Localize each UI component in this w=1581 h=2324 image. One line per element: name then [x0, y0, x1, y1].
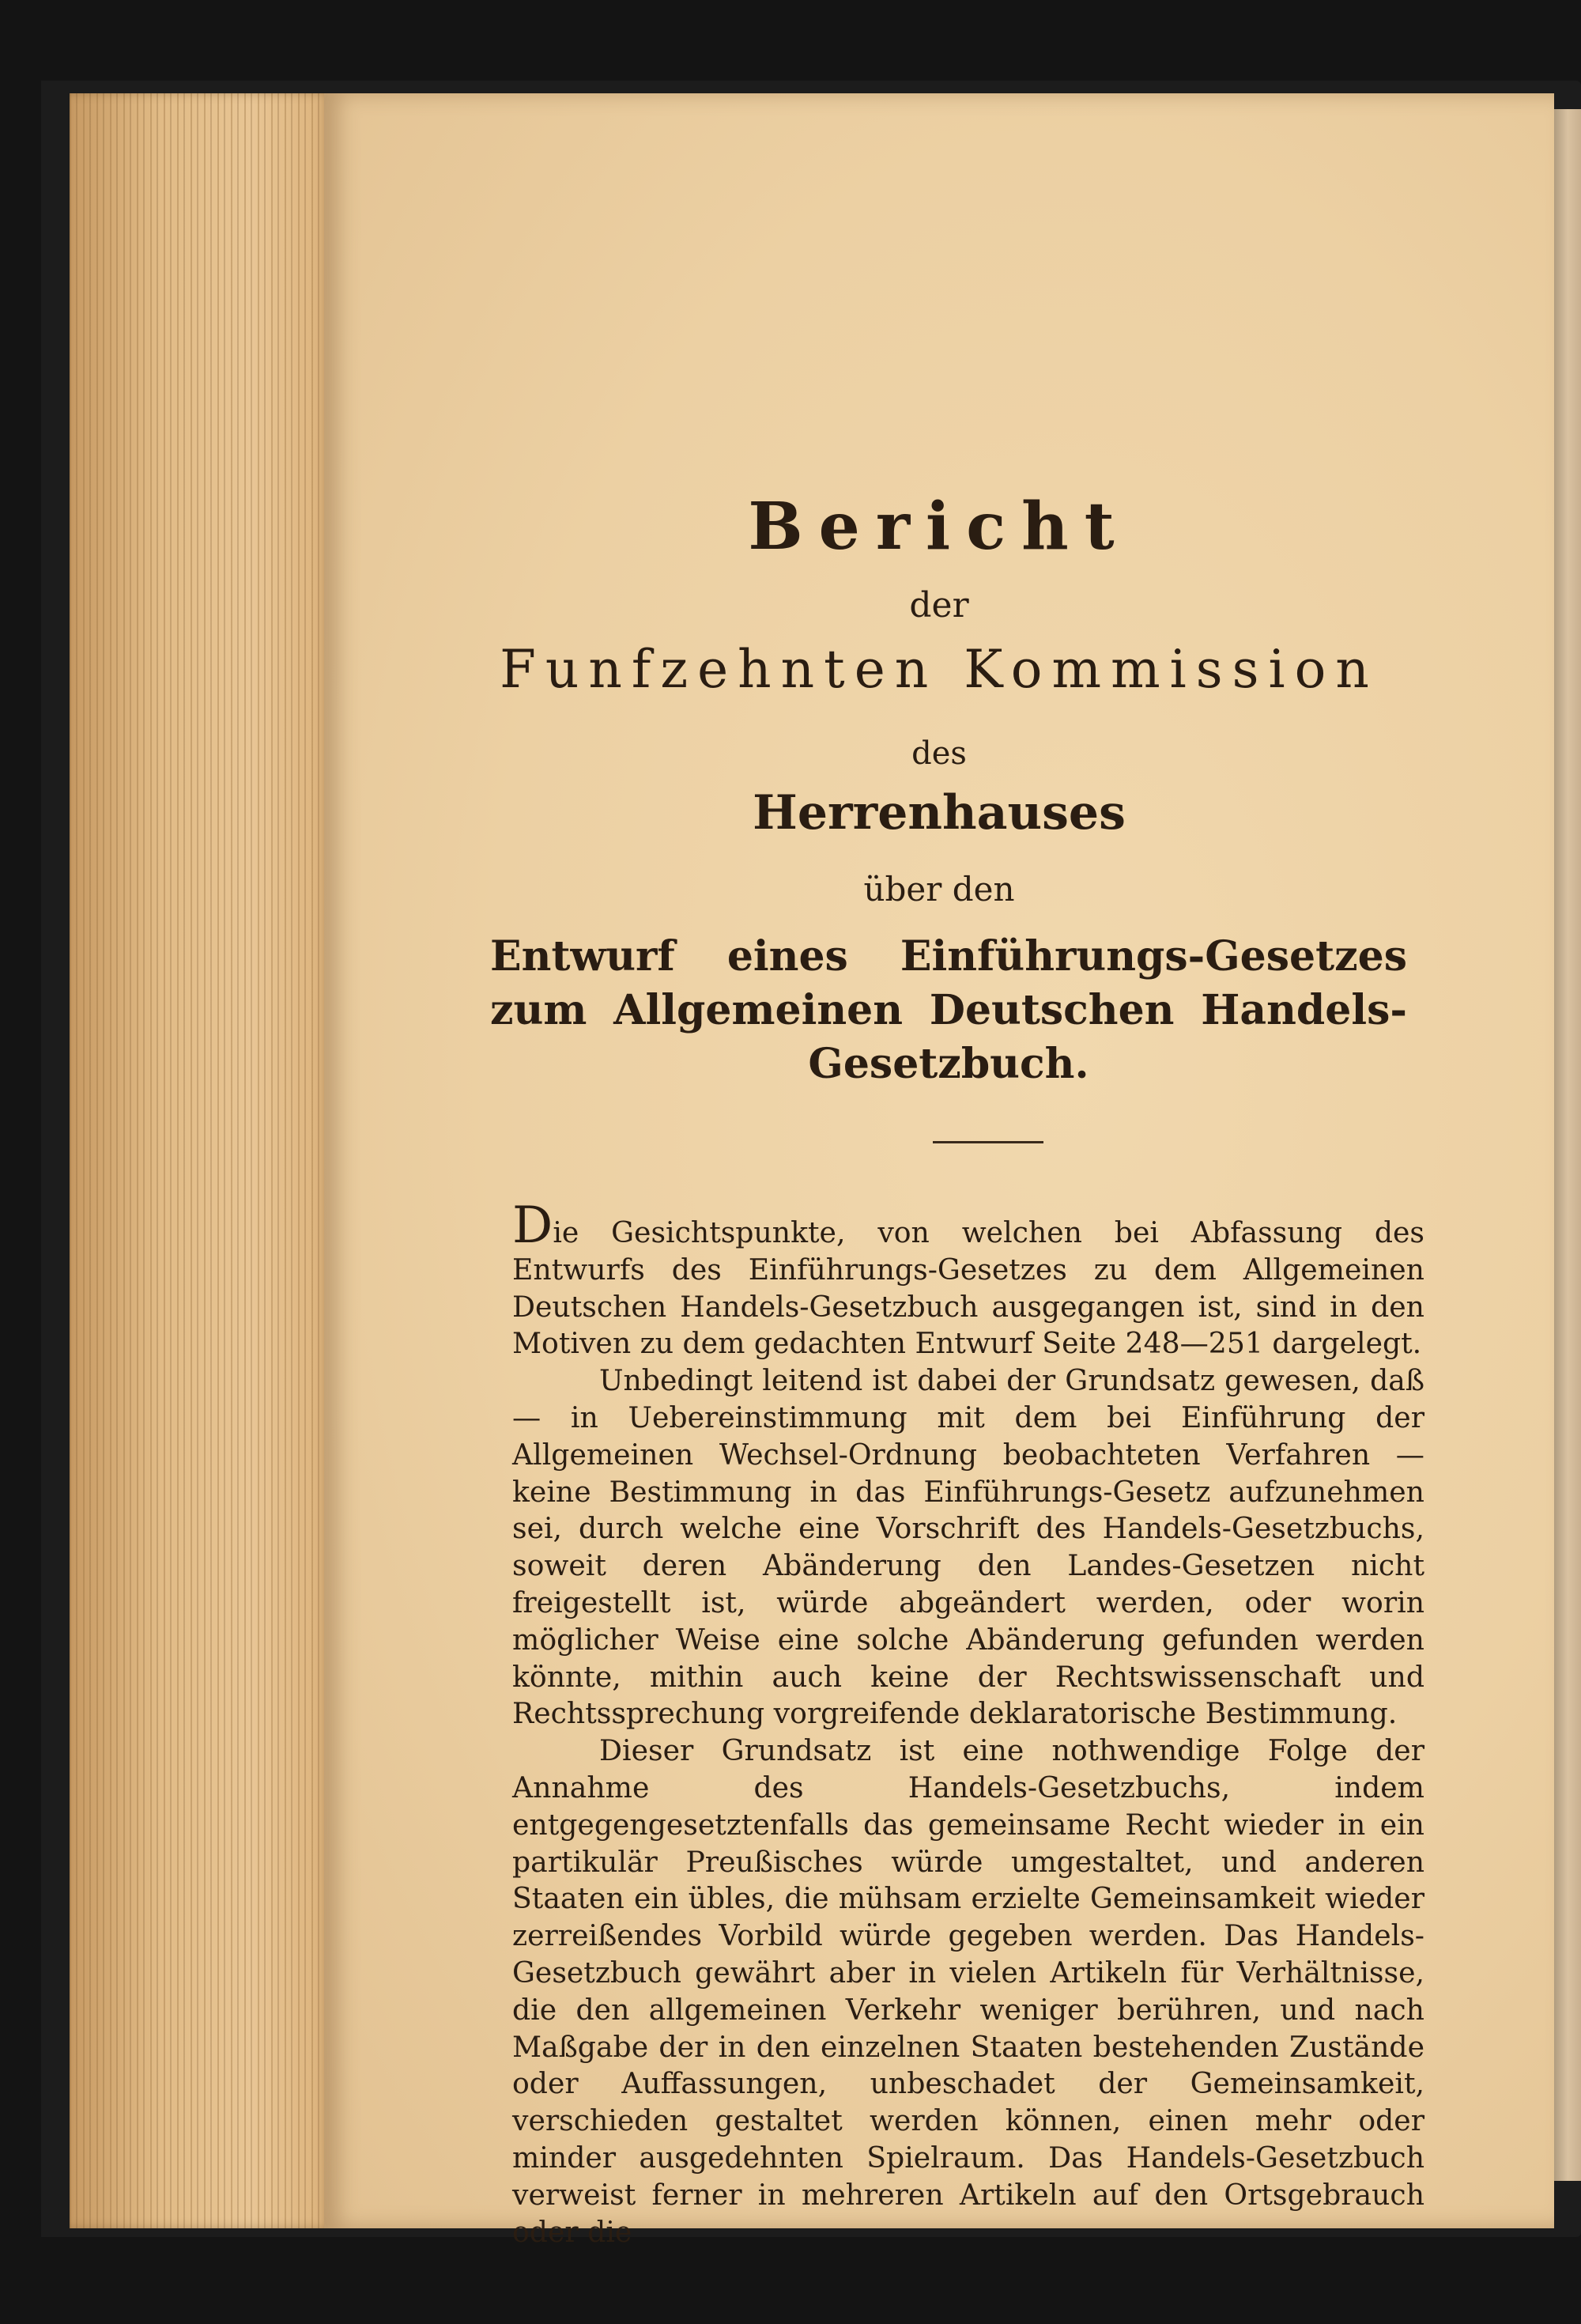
title-herrenhauses: Herrenhauses [753, 785, 1126, 841]
paragraph-1 [512, 1196, 1424, 1362]
title-des: des [911, 735, 967, 772]
title-ueber-den: über den [863, 870, 1015, 909]
body-text [512, 1196, 1424, 2250]
paragraph-2: Unbedingt leitend ist dabei der Grundsatz gewesen, daß — in Uebereinstimmung mit dem bei Einführung der Allgemeinen Wechsel-Ordnung beobachteten Verfahren — keine Bestimmung in das Einführungs-Gesetz aufzunehmen sei, durch welche eine Vorschrift des Handels-Gesetzbuchs, soweit deren Abänderung den Landes-Gesetzen nicht freigestellt ist, würde abgeändert werden, oder worin möglicher Weise eine solche Abänderung gefunden werden könnte, mithin auch keine der Rechtswissenschaft und Rechtssprechung vorgreifende deklaratorische Bestimmung. [512, 1363, 1424, 1731]
title-bericht: Bericht [748, 489, 1130, 565]
title-kommission: Funfzehnten Kommission [500, 639, 1379, 700]
drop-cap: D [512, 1196, 553, 1255]
title-der: der [909, 585, 969, 625]
section-divider [933, 1141, 1043, 1143]
paragraph-3: Dieser Grundsatz ist eine nothwendige Folge der Annahme des Handels-Gesetzbuchs, indem entgegengesetztenfalls das gemeinsame Recht wieder in ein partikulär Preußisches würde umgestaltet, und anderen Staaten ein übles, die mühsam erzielte Gemeinsamkeit wieder zerreißendes Vorbild würde gegeben werden. Das Handels-Gesetzbuch gewährt aber in vielen Artikeln für Verhältnisse, die den allgemeinen Verkehr weniger berühren, und nach Maßgabe der in den einzelnen Staaten bestehenden Zustände oder Auffassungen, unbeschadet der Gemeinsamkeit, verschieden gestaltet werden können, einen mehr oder minder ausgedehnten Spielraum. Das Handels-Gesetzbuch verweist ferner in mehreren Artikeln auf den Ortsgebrauch oder die [512, 1733, 1424, 2249]
title-entwurf: Entwurf eines Einführungs-Gesetzes zum Allgemeinen Deutschen Handels-Gesetzbuch. [490, 932, 1407, 1088]
page-edges-stack [70, 93, 330, 2228]
book-page [324, 93, 1554, 2249]
paragraph-1-text: ie Gesichtspunkte, von welchen bei Abfassung des Entwurfs des Einführungs-Gesetzes zu dem Allgemeinen Deutschen Handels-Gesetzbuch ausgegangen ist, sind in den Motiven zu dem gedachten Entwurf Seite 248—251 dargelegt. [512, 1215, 1424, 1361]
